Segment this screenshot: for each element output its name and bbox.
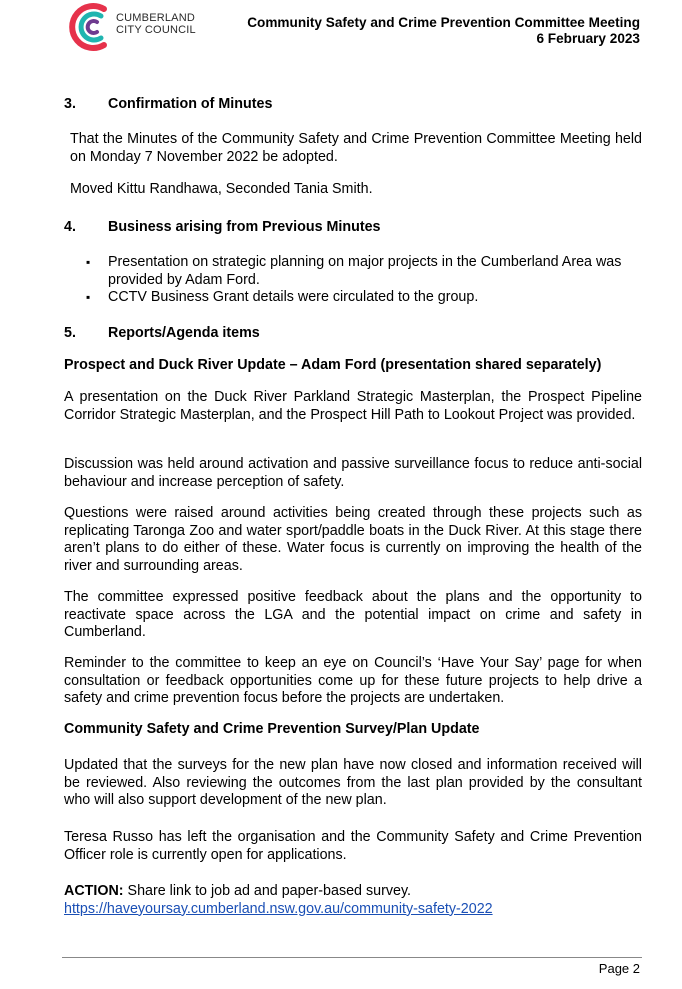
section-3-motion: That the Minutes of the Community Safety and Crime Prevention Committee Meeting held on Monday 7 November 2022 be adopted. (70, 131, 642, 165)
page-number: Page 2 (598, 961, 640, 976)
paragraph-survey-update: Updated that the surveys for the new plan have now closed and information received will be reviewed. Also reviewing the outcomes from the last plan provided by the consultant who will also support development of the new plan. (64, 757, 642, 809)
paragraph-officer-role: Teresa Russo has left the organisation and the Community Safety and Crime Prevention Officer role is currently open for applications. (64, 829, 642, 863)
subheading-survey-plan: Community Safety and Crime Prevention Survey/Plan Update (64, 721, 480, 737)
section-4-title: Business arising from Previous Minutes (108, 219, 381, 235)
paragraph-reminder: Reminder to the committee to keep an eye on Council’s ‘Have Your Say’ page for when consultation or feedback opportunities come up for these future projects to help drive a safety and crime prevention focus before the projects are undertaken. (64, 655, 642, 707)
section-3-number: 3. (64, 96, 76, 112)
survey-link[interactable]: https://haveyoursay.cumberland.nsw.gov.au/community-safety-2022 (64, 900, 493, 917)
section-3-title: Confirmation of Minutes (108, 96, 273, 112)
logo-line-1: CUMBERLAND (116, 12, 196, 24)
meeting-date: 6 February 2023 (536, 31, 640, 46)
section-4-number: 4. (64, 219, 76, 235)
paragraph-feedback: The committee expressed positive feedback about the plans and the opportunity to reactivate space across the LGA and the potential impact on crime and safety in Cumberland. (64, 589, 642, 641)
logo-text (116, 12, 196, 36)
action-label: ACTION: (64, 883, 124, 899)
list-item: ▪ CCTV Business Grant details were circulated to the group. (86, 289, 642, 307)
paragraph-discussion: Discussion was held around activation and passive surveillance focus to reduce anti-social behaviour and increase perception of safety. (64, 456, 642, 490)
paragraph-questions: Questions were raised around activities being created through these projects such as replicating Taronga Zoo and water sport/paddle boats in the Duck River. At this stage there aren’t plans to do either of these. Water focus is currently on improving the health of the river and surrounding areas. (64, 505, 642, 574)
action-text: Share link to job ad and paper-based survey. (123, 883, 412, 899)
council-logo (64, 0, 224, 56)
section-3-moved: Moved Kittu Randhawa, Seconded Tania Smith. (70, 181, 373, 197)
section-5-number: 5. (64, 325, 76, 341)
subheading-prospect-duck-river: Prospect and Duck River Update – Adam Ford (presentation shared separately) (64, 357, 602, 373)
section-3-heading (64, 96, 272, 114)
cumberland-logo-icon (64, 0, 116, 54)
logo-line-2: CITY COUNCIL (116, 24, 196, 36)
meeting-header (247, 15, 640, 47)
section-5-title: Reports/Agenda items (108, 325, 260, 341)
action-item (64, 883, 642, 918)
paragraph-presentation: A presentation on the Duck River Parkland Strategic Masterplan, the Prospect Pipeline Corridor Strategic Masterplan, and the Prospect Hill Path to Lookout Project was provided. (64, 389, 642, 423)
meeting-title: Community Safety and Crime Prevention Committee Meeting (247, 15, 640, 30)
footer-divider (62, 957, 642, 958)
section-4-heading (64, 219, 381, 237)
section-5-heading (64, 325, 260, 343)
list-item: ▪ Presentation on strategic planning on major projects in the Cumberland Area was provided by Adam Ford. (86, 254, 642, 289)
section-4-bullet-list (86, 254, 642, 307)
